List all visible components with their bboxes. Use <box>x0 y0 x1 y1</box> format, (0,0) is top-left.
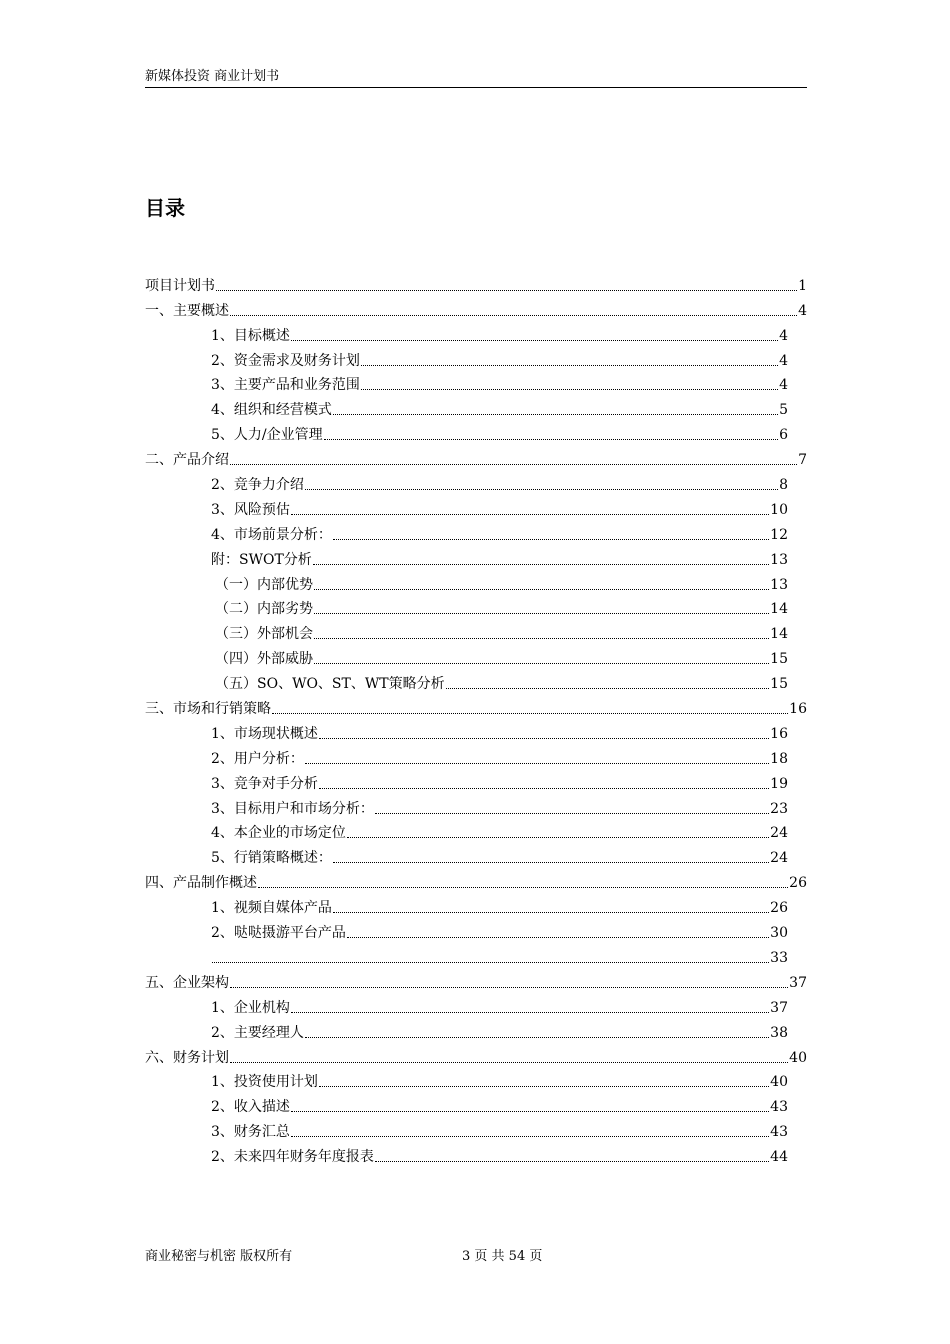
toc-entry[interactable] <box>145 992 788 1017</box>
toc-entry-title: 4、本企业的市场定位 <box>211 825 346 842</box>
toc-dot-leader <box>347 937 769 938</box>
toc-entry-title: 3、目标用户和市场分析： <box>211 800 374 817</box>
toc-entry[interactable] <box>145 917 788 942</box>
toc-entry[interactable] <box>145 1116 788 1141</box>
toc-entry-title: 六、财务计划 <box>145 1049 229 1066</box>
toc-entry-title: 3、财务汇总 <box>211 1124 290 1141</box>
toc-entry-title: 2、哒哒摄游平台产品 <box>211 925 346 942</box>
toc-entry-title: 1、市场现状概述 <box>211 725 318 742</box>
toc-dot-leader <box>313 564 769 565</box>
toc-entry[interactable] <box>145 743 788 768</box>
toc-entry[interactable] <box>145 867 807 892</box>
toc-dot-leader <box>305 763 769 764</box>
toc-dot-leader <box>324 439 778 440</box>
toc-dot-leader <box>272 713 788 714</box>
toc-dot-leader <box>216 290 797 291</box>
toc-dot-leader <box>258 887 788 888</box>
toc-entry-page: 38 <box>770 1024 788 1041</box>
toc-dot-leader <box>291 340 778 341</box>
toc-entry[interactable] <box>145 1091 788 1116</box>
toc-entry-page: 23 <box>770 800 788 817</box>
toc-dot-leader <box>314 589 769 590</box>
toc-entry-title: 附：SWOT分析 <box>211 551 312 568</box>
toc-entry-page: 7 <box>798 452 807 469</box>
toc-entry[interactable] <box>145 569 788 594</box>
toc-entry-page: 18 <box>770 750 788 767</box>
toc-entry[interactable] <box>145 668 788 693</box>
toc-entry[interactable] <box>145 842 788 867</box>
toc-entry-title: 2、竞争力介绍 <box>211 477 304 494</box>
toc-entry-title: 四、产品制作概述 <box>145 875 257 892</box>
toc-dot-leader <box>305 1037 769 1038</box>
toc-entry-page: 4 <box>798 302 807 319</box>
toc-entry-page: 14 <box>770 626 788 643</box>
toc-entry[interactable] <box>145 643 788 668</box>
toc-dot-leader <box>291 1136 769 1137</box>
toc-entry-title: 三、市场和行销策略 <box>145 701 271 718</box>
toc-entry[interactable] <box>145 320 788 345</box>
running-header: 新媒体投资 商业计划书 <box>145 68 807 88</box>
toc-entry[interactable] <box>145 394 788 419</box>
toc-dot-leader <box>333 912 769 913</box>
toc-entry[interactable] <box>145 1067 788 1092</box>
toc-entry-title: 一、主要概述 <box>145 302 229 319</box>
toc-dot-leader <box>446 688 770 689</box>
toc-entry-title: 4、组织和经营模式 <box>211 402 332 419</box>
toc-entry-title: 5、人力/企业管理 <box>211 427 323 444</box>
toc-dot-leader <box>319 788 769 789</box>
toc-entry[interactable] <box>145 494 788 519</box>
toc-entry-page: 43 <box>770 1124 788 1141</box>
page-title: 目录 <box>145 196 185 220</box>
toc-dot-leader <box>230 464 797 465</box>
table-of-contents <box>145 270 807 1166</box>
toc-entry-page: 14 <box>770 601 788 618</box>
toc-entry-page: 15 <box>770 651 788 668</box>
toc-entry-page: 24 <box>770 825 788 842</box>
toc-dot-leader <box>375 1161 769 1162</box>
toc-dot-leader <box>347 837 769 838</box>
toc-entry-title: （四）外部威胁 <box>215 651 313 668</box>
toc-dot-leader <box>305 489 778 490</box>
toc-entry[interactable] <box>145 1141 788 1166</box>
toc-entry-page: 16 <box>770 725 788 742</box>
toc-entry[interactable] <box>145 345 788 370</box>
toc-dot-leader <box>333 414 778 415</box>
toc-entry-page: 15 <box>770 676 788 693</box>
toc-entry[interactable] <box>145 967 807 992</box>
toc-entry[interactable] <box>145 718 788 743</box>
toc-dot-leader <box>230 1062 788 1063</box>
toc-entry-page: 43 <box>770 1099 788 1116</box>
toc-entry-page: 16 <box>789 701 807 718</box>
toc-entry-title: 1、企业机构 <box>211 999 290 1016</box>
toc-entry[interactable] <box>145 1042 807 1067</box>
toc-entry[interactable] <box>145 793 788 818</box>
toc-entry-page: 4 <box>779 377 788 394</box>
toc-entry-title: 3、主要产品和业务范围 <box>211 377 360 394</box>
toc-entry-title: （三）外部机会 <box>215 626 313 643</box>
toc-entry[interactable] <box>145 295 807 320</box>
toc-dot-leader <box>291 514 769 515</box>
toc-entry-page: 6 <box>779 427 788 444</box>
toc-entry-title: 3、竞争对手分析 <box>211 775 318 792</box>
footer-page-number: 3 页 共 54 页 <box>462 1249 543 1264</box>
toc-dot-leader <box>291 1012 769 1013</box>
toc-entry-title: 2、用户分析： <box>211 750 304 767</box>
toc-entry[interactable] <box>145 892 788 917</box>
toc-entry[interactable] <box>145 270 807 295</box>
toc-entry-title: （五）SO、WO、ST、WT策略分析 <box>215 676 445 693</box>
toc-entry-page: 40 <box>789 1049 807 1066</box>
toc-dot-leader <box>314 638 769 639</box>
toc-entry-title: （二）内部劣势 <box>215 601 313 618</box>
toc-dot-leader <box>212 962 769 963</box>
toc-entry-page: 33 <box>770 949 788 966</box>
toc-dot-leader <box>333 539 769 540</box>
toc-entry[interactable] <box>145 768 788 793</box>
toc-entry-title: 1、投资使用计划 <box>211 1074 318 1091</box>
footer-copyright: 商业秘密与机密 版权所有 <box>145 1249 293 1264</box>
toc-entry[interactable] <box>145 419 788 444</box>
toc-entry-title: 4、市场前景分析： <box>211 526 332 543</box>
toc-dot-leader <box>314 613 769 614</box>
toc-entry-page: 26 <box>789 875 807 892</box>
toc-entry-title: 2、未来四年财务年度报表 <box>211 1149 374 1166</box>
toc-dot-leader <box>230 987 788 988</box>
toc-entry-title: 5、行销策略概述： <box>211 850 332 867</box>
toc-entry[interactable] <box>145 370 788 395</box>
toc-entry-page: 26 <box>770 900 788 917</box>
toc-entry-page: 44 <box>770 1149 788 1166</box>
toc-entry-title: 1、视频自媒体产品 <box>211 900 332 917</box>
toc-entry[interactable] <box>145 519 788 544</box>
toc-entry-title: （一）内部优势 <box>215 576 313 593</box>
toc-dot-leader <box>333 862 769 863</box>
toc-dot-leader <box>230 315 797 316</box>
toc-entry[interactable] <box>145 942 788 967</box>
toc-entry-page: 4 <box>779 352 788 369</box>
toc-entry-page: 19 <box>770 775 788 792</box>
toc-dot-leader <box>291 1111 769 1112</box>
toc-dot-leader <box>375 813 769 814</box>
toc-entry[interactable] <box>145 444 807 469</box>
toc-entry[interactable] <box>145 594 788 619</box>
toc-entry[interactable] <box>145 693 807 718</box>
toc-entry-page: 37 <box>789 974 807 991</box>
toc-entry-title: 项目计划书 <box>145 277 215 294</box>
toc-entry-page: 24 <box>770 850 788 867</box>
toc-entry-title: 2、收入描述 <box>211 1099 290 1116</box>
toc-entry-title: 2、资金需求及财务计划 <box>211 352 360 369</box>
toc-entry-title: 2、主要经理人 <box>211 1024 304 1041</box>
toc-dot-leader <box>314 663 769 664</box>
toc-entry-page: 10 <box>770 501 788 518</box>
toc-entry-title: 1、目标概述 <box>211 327 290 344</box>
toc-dot-leader <box>319 1086 769 1087</box>
toc-dot-leader <box>319 738 769 739</box>
toc-entry-page: 5 <box>779 402 788 419</box>
toc-entry-title: 3、风险预估 <box>211 501 290 518</box>
toc-entry-page: 8 <box>779 477 788 494</box>
toc-entry-title: 二、产品介绍 <box>145 452 229 469</box>
toc-entry-title: 五、企业架构 <box>145 974 229 991</box>
toc-entry-page: 40 <box>770 1074 788 1091</box>
toc-entry[interactable] <box>145 818 788 843</box>
toc-dot-leader <box>361 365 778 366</box>
toc-entry-page: 4 <box>779 327 788 344</box>
toc-entry[interactable] <box>145 544 788 569</box>
toc-entry-page: 37 <box>770 999 788 1016</box>
toc-entry-page: 12 <box>770 526 788 543</box>
toc-entry-page: 30 <box>770 925 788 942</box>
toc-dot-leader <box>361 389 778 390</box>
toc-entry[interactable] <box>145 618 788 643</box>
toc-entry-page: 13 <box>770 551 788 568</box>
toc-entry-page: 13 <box>770 576 788 593</box>
toc-entry-page: 1 <box>798 277 807 294</box>
toc-entry[interactable] <box>145 1017 788 1042</box>
toc-entry[interactable] <box>145 469 788 494</box>
